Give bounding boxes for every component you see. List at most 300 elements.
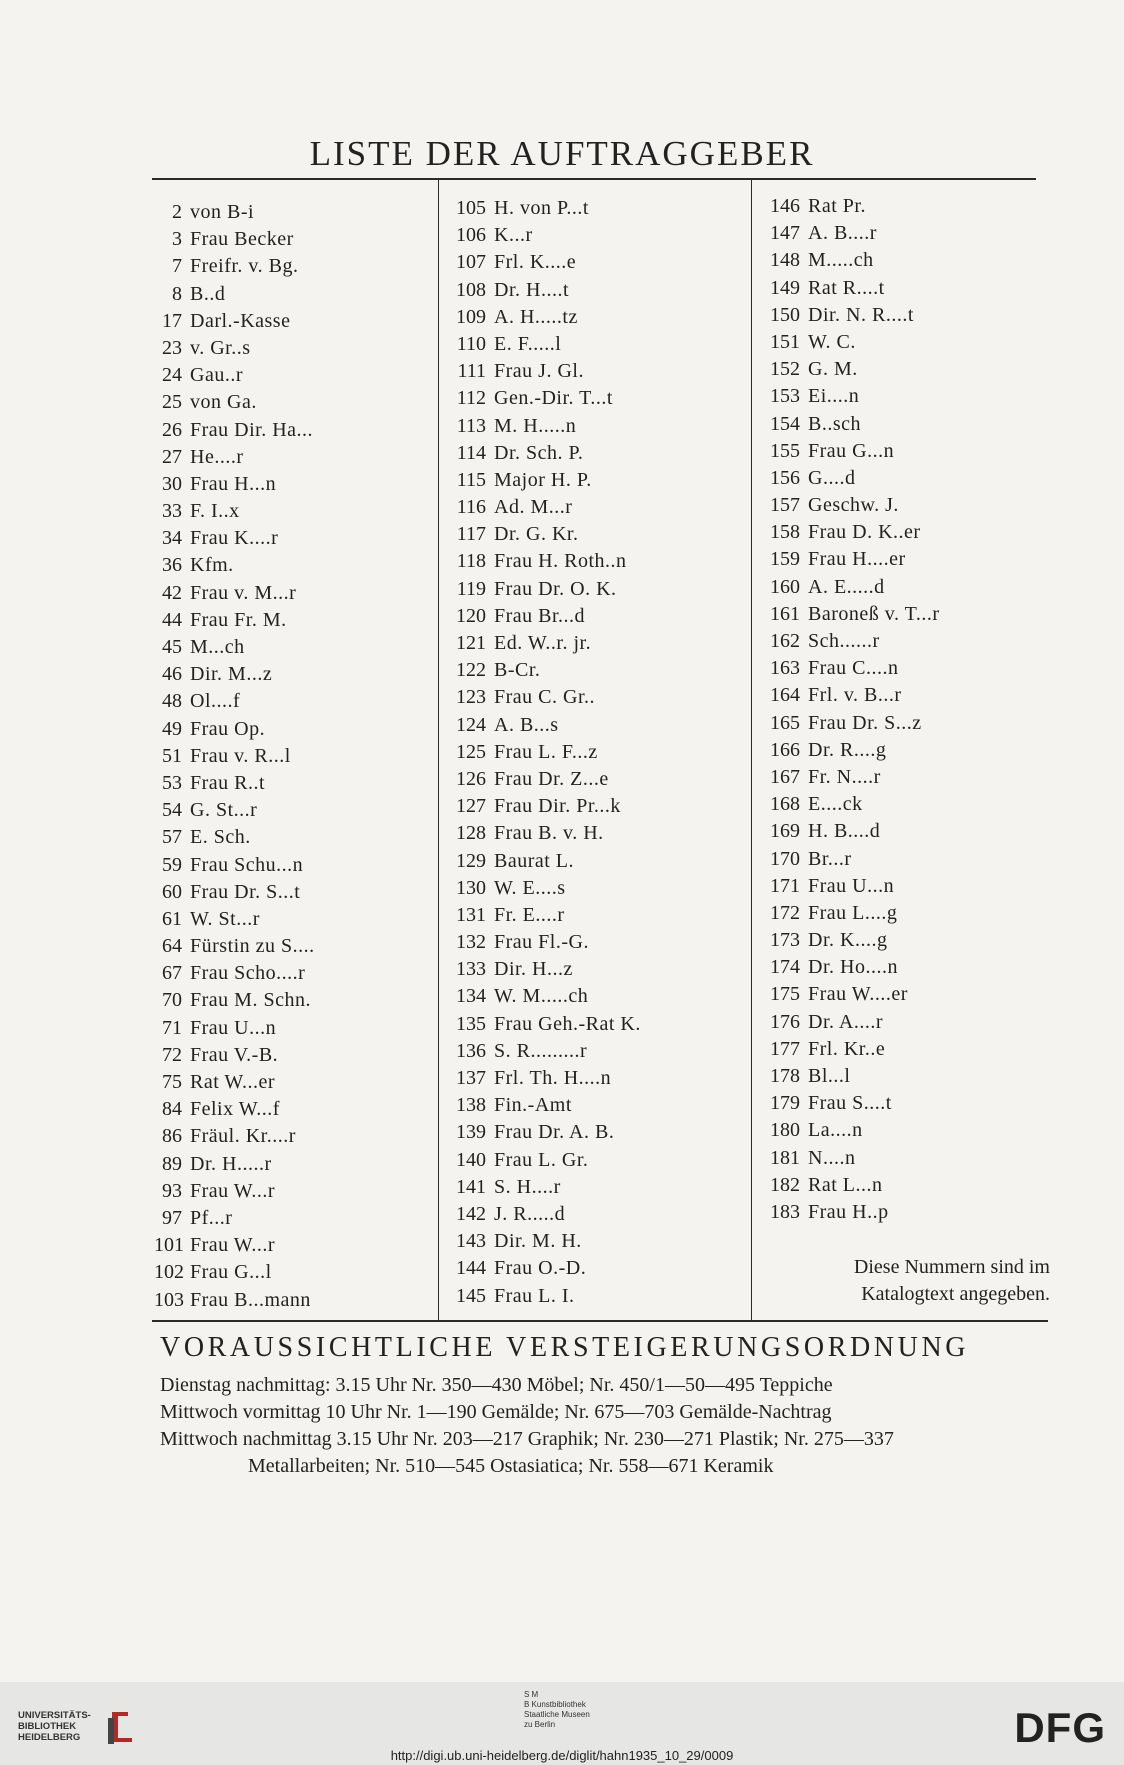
entry-name: Frau H....er: [808, 548, 906, 571]
entry-name: Dr. G. Kr.: [494, 523, 579, 546]
client-entry: [154, 281, 434, 308]
client-entry: [446, 820, 746, 847]
university-library-logo[interactable]: [14, 1700, 134, 1750]
client-entry: [446, 277, 746, 304]
entry-name: A. B...s: [494, 713, 559, 736]
entry-name: Frau Dir. Ha...: [190, 418, 314, 441]
entry-number: 54: [162, 799, 182, 822]
entry-name: Frau L. F...z: [494, 740, 598, 763]
entry-name: Frau C. Gr..: [494, 686, 595, 709]
entry-number: 51: [162, 744, 182, 767]
entry-name: Frau H...n: [190, 472, 277, 495]
entry-number: 124: [456, 713, 486, 736]
entry-number: 2: [172, 201, 182, 223]
entry-number: 148: [770, 249, 800, 272]
client-entry: [154, 743, 434, 770]
top-rule: [152, 178, 1036, 180]
client-entry: [154, 688, 434, 715]
client-entry: [446, 331, 746, 358]
entry-number: 149: [770, 276, 800, 299]
entry-number: 146: [770, 195, 800, 217]
entry-number: 121: [456, 632, 486, 654]
entry-name: Baroneß v. T...r: [808, 602, 940, 625]
client-entry: [446, 793, 746, 820]
client-entry: [446, 1147, 746, 1174]
client-entry: [154, 444, 434, 471]
client-entry: [154, 634, 434, 661]
entry-number: 152: [770, 358, 800, 381]
entry-name: H. von P...t: [494, 197, 589, 219]
entry-name: W. M.....ch: [494, 985, 589, 1008]
entry-number: 150: [770, 303, 800, 326]
entry-number: 113: [456, 414, 486, 437]
client-entry: [760, 275, 1050, 302]
client-entry: [446, 249, 746, 276]
entry-name: Frau L. I.: [494, 1284, 575, 1307]
client-entry: [760, 818, 1050, 845]
entry-number: 109: [456, 305, 486, 328]
entry-name: von Ga.: [190, 391, 257, 414]
entry-number: 142: [456, 1202, 486, 1225]
entry-number: 141: [456, 1175, 486, 1198]
entry-name: Rat R....t: [808, 276, 885, 299]
client-entry: [154, 852, 434, 879]
entry-name: Baurat L.: [494, 849, 575, 872]
entry-number: 172: [770, 901, 800, 924]
client-entry: [446, 195, 746, 222]
entry-name: Frau B. v. H.: [494, 822, 604, 845]
entry-name: Felix W...f: [190, 1098, 280, 1121]
entry-number: 131: [456, 903, 486, 926]
entry-name: E. Sch.: [190, 826, 251, 849]
entry-number: 8: [172, 282, 182, 305]
entry-name: v. Gr..s: [190, 336, 251, 359]
client-entry: [446, 548, 746, 575]
entry-name: M...ch: [190, 636, 245, 658]
entry-name: Frau M. Schn.: [190, 989, 311, 1012]
client-entry: [446, 1038, 746, 1065]
entry-name: Frau U...n: [190, 1016, 277, 1039]
client-entry: [446, 467, 746, 494]
entry-name: Pf...r: [190, 1206, 233, 1229]
schedule-line: Metallarbeiten; Nr. 510—545 Ostasiatica; Nr. 558—671 Keramik: [248, 1455, 774, 1477]
client-entry: [154, 879, 434, 906]
client-entry: [760, 710, 1050, 737]
entry-name: Dir. M. H.: [494, 1230, 582, 1253]
entry-number: 72: [162, 1043, 182, 1066]
client-entry: [760, 519, 1050, 546]
client-entry: [154, 1287, 434, 1314]
client-entry: [760, 546, 1050, 573]
entry-number: 111: [457, 360, 486, 383]
client-entry: [154, 1178, 434, 1205]
entry-name: Frau Dr. S...z: [808, 711, 922, 734]
entry-name: Frau Becker: [190, 228, 294, 251]
entry-name: Ei....n: [808, 385, 860, 408]
entry-name: F. I..x: [190, 500, 240, 523]
entry-number: 162: [770, 630, 800, 652]
entry-number: 46: [162, 663, 182, 686]
entry-number: 169: [770, 820, 800, 843]
entry-name: Fr. N....r: [808, 765, 881, 788]
entry-name: B..sch: [808, 412, 861, 435]
entry-name: Frau O.-D.: [494, 1257, 587, 1280]
entry-name: E. F.....l: [494, 332, 562, 355]
client-entry: [446, 440, 746, 467]
entry-name: Frau G...l: [190, 1261, 272, 1284]
viewer-footer: [0, 1682, 1124, 1765]
entry-number: 164: [770, 684, 800, 707]
client-entry: [154, 1015, 434, 1042]
entry-name: Frau Schu...n: [190, 853, 304, 876]
client-entry: [154, 933, 434, 960]
schedule-line: Mittwoch vormittag 10 Uhr Nr. 1—190 Gemälde; Nr. 675—703 Gemälde-Nachtrag: [160, 1401, 832, 1423]
entry-name: Frau D. K..er: [808, 521, 921, 544]
client-entry: [154, 335, 434, 362]
entry-number: 155: [770, 439, 800, 462]
client-entry: [154, 824, 434, 851]
entry-number: 45: [162, 636, 182, 658]
entry-name: G. M.: [808, 358, 858, 381]
entry-name: Frau H..p: [808, 1200, 889, 1223]
entry-name: Dr. A....r: [808, 1010, 883, 1033]
entry-name: Rat Pr.: [808, 195, 866, 217]
client-entry: [154, 716, 434, 743]
client-column-3: [760, 193, 1050, 1226]
client-entry: [760, 574, 1050, 601]
entry-name: Frau W....er: [808, 983, 908, 1006]
entry-name: Fr. E....r: [494, 903, 565, 926]
client-entry: [154, 1042, 434, 1069]
entry-number: 123: [456, 686, 486, 709]
entry-name: Frau L....g: [808, 901, 898, 924]
entry-name: Freifr. v. Bg.: [190, 255, 299, 278]
client-entry: [760, 1199, 1050, 1226]
client-entry: [760, 438, 1050, 465]
client-entry: [446, 521, 746, 548]
entry-number: 161: [770, 602, 800, 625]
client-entry: [154, 417, 434, 444]
entry-number: 48: [162, 690, 182, 713]
entry-number: 107: [456, 251, 486, 274]
entry-name: Gen.-Dir. T...t: [494, 387, 613, 410]
client-entry: [760, 628, 1050, 655]
entry-name: M.....ch: [808, 249, 874, 272]
entry-number: 7: [172, 255, 182, 278]
entry-name: N....n: [808, 1146, 856, 1169]
client-entry: [446, 766, 746, 793]
client-entry: [760, 193, 1050, 220]
entry-name: M. H.....n: [494, 414, 577, 437]
entry-number: 67: [162, 962, 182, 985]
client-entry: [760, 927, 1050, 954]
client-entry: [760, 465, 1050, 492]
client-entry: [760, 1117, 1050, 1144]
column-divider-1: [438, 180, 439, 1322]
entry-name: Fürstin zu S....: [190, 935, 315, 958]
entry-name: Frau V.-B.: [190, 1043, 279, 1066]
client-entry: [154, 987, 434, 1014]
entry-number: 133: [456, 958, 486, 981]
client-column-1: [154, 199, 434, 1314]
entry-name: W. C.: [808, 330, 856, 353]
entry-name: W. St...r: [190, 907, 260, 930]
client-entry: [154, 1096, 434, 1123]
schedule-line: Mittwoch nachmittag 3.15 Uhr Nr. 203—217 Graphik; Nr. 230—271 Plastik; Nr. 275—337: [160, 1428, 894, 1450]
entry-number: 26: [162, 418, 182, 441]
entry-number: 139: [456, 1121, 486, 1144]
client-entry: [446, 712, 746, 739]
entry-number: 114: [456, 441, 486, 464]
entry-name: Frau Fl.-G.: [494, 931, 589, 954]
client-entry: [446, 1065, 746, 1092]
entry-number: 178: [770, 1065, 800, 1087]
entry-name: B-Cr.: [494, 659, 541, 682]
entry-number: 171: [770, 874, 800, 897]
entry-number: 180: [770, 1119, 800, 1142]
bottom-rule: [152, 1320, 1048, 1322]
entry-number: 119: [456, 577, 486, 600]
kunstbibliothek-logo: S M B Kunstbibliothek Staatliche Museen zu Berlin: [524, 1690, 590, 1729]
entry-name: Frau J. Gl.: [494, 360, 584, 383]
entry-number: 156: [770, 466, 800, 489]
entry-number: 168: [770, 793, 800, 816]
client-entry: [154, 1151, 434, 1178]
entry-number: 158: [770, 521, 800, 544]
entry-name: Frau Geh.-Rat K.: [494, 1012, 641, 1035]
entry-number: 153: [770, 385, 800, 408]
entry-name: Frau Fr. M.: [190, 608, 287, 631]
entry-name: Fräul. Kr....r: [190, 1125, 296, 1148]
client-entry: [154, 770, 434, 797]
client-entry: [446, 902, 746, 929]
client-entry: [154, 362, 434, 389]
client-entry: [446, 1283, 746, 1310]
entry-name: Dir. N. R....t: [808, 303, 914, 326]
entry-number: 167: [770, 765, 800, 788]
client-entry: [760, 954, 1050, 981]
entry-number: 128: [456, 822, 486, 845]
client-entry: [154, 661, 434, 688]
entry-number: 101: [154, 1234, 184, 1257]
note-line: Katalogtext angegeben.: [861, 1283, 1050, 1305]
entry-name: Dir. H...z: [494, 958, 573, 981]
client-entry: [154, 525, 434, 552]
entry-number: 125: [456, 740, 486, 763]
entry-number: 154: [770, 412, 800, 435]
entry-number: 175: [770, 983, 800, 1006]
entry-name: Frau Dr. A. B.: [494, 1121, 615, 1144]
client-entry: [446, 576, 746, 603]
client-entry: [446, 222, 746, 249]
client-entry: [446, 603, 746, 630]
entry-number: 173: [770, 929, 800, 952]
entry-number: 126: [456, 767, 486, 790]
entry-name: von B-i: [190, 201, 255, 223]
client-entry: [446, 385, 746, 412]
entry-number: 147: [770, 222, 800, 245]
client-entry: [760, 302, 1050, 329]
entry-number: 159: [770, 548, 800, 571]
entry-number: 140: [456, 1148, 486, 1171]
entry-name: Frau G...n: [808, 439, 895, 462]
entry-number: 145: [456, 1284, 486, 1307]
entry-name: A. H.....tz: [494, 305, 578, 328]
client-entry: [446, 1092, 746, 1119]
client-entry: [760, 220, 1050, 247]
entry-name: Rat W...er: [190, 1071, 275, 1093]
client-entry: [154, 797, 434, 824]
entry-number: 23: [162, 336, 182, 359]
client-entry: [446, 358, 746, 385]
entry-name: Frau Dir. Pr...k: [494, 795, 621, 818]
entry-number: 102: [154, 1261, 184, 1284]
entry-name: J. R.....d: [494, 1202, 566, 1225]
entry-name: Dr. H.....r: [190, 1152, 272, 1175]
client-entry: [154, 1259, 434, 1286]
entry-number: 182: [770, 1173, 800, 1196]
entry-number: 97: [162, 1206, 182, 1229]
dfg-logo: DFG: [1014, 1704, 1106, 1751]
entry-name: Dr. H....t: [494, 278, 569, 301]
client-entry: [760, 873, 1050, 900]
library-emblem-icon: [106, 1708, 138, 1746]
entry-name: Dr. R....g: [808, 738, 887, 761]
entry-number: 84: [162, 1098, 182, 1121]
entry-number: 30: [162, 472, 182, 495]
client-entry: [760, 846, 1050, 873]
entry-name: He....r: [190, 445, 244, 468]
client-entry: [760, 329, 1050, 356]
entry-name: K...r: [494, 224, 533, 247]
entry-name: Bl...l: [808, 1065, 851, 1087]
entry-number: 110: [456, 332, 486, 355]
entry-name: B..d: [190, 282, 226, 305]
client-entry: [446, 1119, 746, 1146]
entry-name: Kfm.: [190, 554, 234, 577]
entry-name: H. B....d: [808, 820, 881, 843]
entry-name: Sch......r: [808, 630, 880, 652]
entry-number: 33: [162, 500, 182, 523]
client-entry: [760, 1172, 1050, 1199]
entry-name: W. E....s: [494, 876, 566, 899]
entry-name: Frau C....n: [808, 657, 899, 680]
column-divider-2: [751, 180, 752, 1322]
client-entry: [760, 356, 1050, 383]
entry-number: 3: [172, 228, 182, 251]
client-column-2: [446, 195, 746, 1310]
entry-number: 106: [456, 224, 486, 247]
entry-name: G. St...r: [190, 799, 258, 822]
entry-name: Frau W...r: [190, 1234, 275, 1257]
entry-number: 86: [162, 1125, 182, 1148]
client-entry: [446, 1174, 746, 1201]
entry-name: Frau Op.: [190, 717, 266, 740]
entry-number: 143: [456, 1230, 486, 1253]
entry-number: 183: [770, 1200, 800, 1223]
client-entry: [154, 552, 434, 579]
entry-name: Frau Br...d: [494, 604, 586, 627]
entry-name: S. R.........r: [494, 1039, 588, 1062]
client-entry: [760, 1009, 1050, 1036]
entry-number: 122: [456, 659, 486, 682]
entry-name: Gau..r: [190, 364, 243, 387]
entry-number: 170: [770, 847, 800, 870]
client-entry: [154, 1123, 434, 1150]
entry-number: 36: [162, 554, 182, 577]
entry-number: 24: [162, 364, 182, 387]
client-entry: [446, 630, 746, 657]
client-entry: [154, 1069, 434, 1096]
entry-number: 64: [162, 935, 182, 958]
entry-number: 135: [456, 1012, 486, 1035]
entry-number: 176: [770, 1010, 800, 1033]
client-entry: [760, 682, 1050, 709]
entry-name: Major H. P.: [494, 468, 592, 491]
entry-name: Frau W...r: [190, 1179, 275, 1202]
entry-number: 120: [456, 604, 486, 627]
client-entry: [446, 1228, 746, 1255]
entry-name: Rat L...n: [808, 1173, 883, 1196]
client-entry: [154, 960, 434, 987]
entry-number: 163: [770, 657, 800, 680]
entry-number: 75: [162, 1071, 182, 1093]
entry-name: G....d: [808, 466, 856, 489]
client-entry: [154, 1232, 434, 1259]
entry-number: 118: [456, 550, 486, 573]
client-entry: [154, 580, 434, 607]
entry-number: 129: [456, 849, 486, 872]
entry-number: 61: [162, 907, 182, 930]
entry-number: 93: [162, 1179, 182, 1202]
entry-name: Geschw. J.: [808, 494, 899, 517]
entry-number: 108: [456, 278, 486, 301]
entry-name: Frau v. M...r: [190, 581, 297, 604]
entry-name: Frl. Th. H....n: [494, 1067, 612, 1089]
client-entry: [760, 791, 1050, 818]
client-entry: [446, 739, 746, 766]
entry-number: 25: [162, 391, 182, 414]
entry-name: Frau Scho....r: [190, 962, 306, 985]
entry-number: 134: [456, 985, 486, 1008]
entry-name: Ol....f: [190, 690, 241, 713]
client-entry: [760, 411, 1050, 438]
entry-name: Frl. Kr..e: [808, 1037, 886, 1060]
entry-name: Br...r: [808, 847, 852, 870]
client-entry: [760, 1063, 1050, 1090]
entry-name: Dr. K....g: [808, 929, 888, 952]
entry-name: La....n: [808, 1119, 863, 1142]
schedule-heading: VORAUSSICHTLICHE VERSTEIGERUNGSORDNUNG: [160, 1332, 970, 1363]
client-entry: [446, 657, 746, 684]
entry-number: 27: [162, 445, 182, 468]
client-entry: [446, 1255, 746, 1282]
entry-number: 115: [456, 468, 486, 491]
client-entry: [760, 247, 1050, 274]
entry-number: 49: [162, 717, 182, 740]
entry-number: 136: [456, 1039, 486, 1062]
client-entry: [154, 389, 434, 416]
entry-number: 57: [162, 826, 182, 849]
entry-number: 132: [456, 931, 486, 954]
entry-name: Frau H. Roth..n: [494, 550, 627, 573]
client-entry: [446, 1201, 746, 1228]
client-entry: [446, 684, 746, 711]
entry-number: 166: [770, 738, 800, 761]
entry-name: A. E.....d: [808, 575, 885, 598]
permalink-url[interactable]: http://digi.ub.uni-heidelberg.de/diglit/hahn1935_10_29/0009: [390, 1748, 734, 1763]
entry-number: 117: [456, 523, 486, 546]
